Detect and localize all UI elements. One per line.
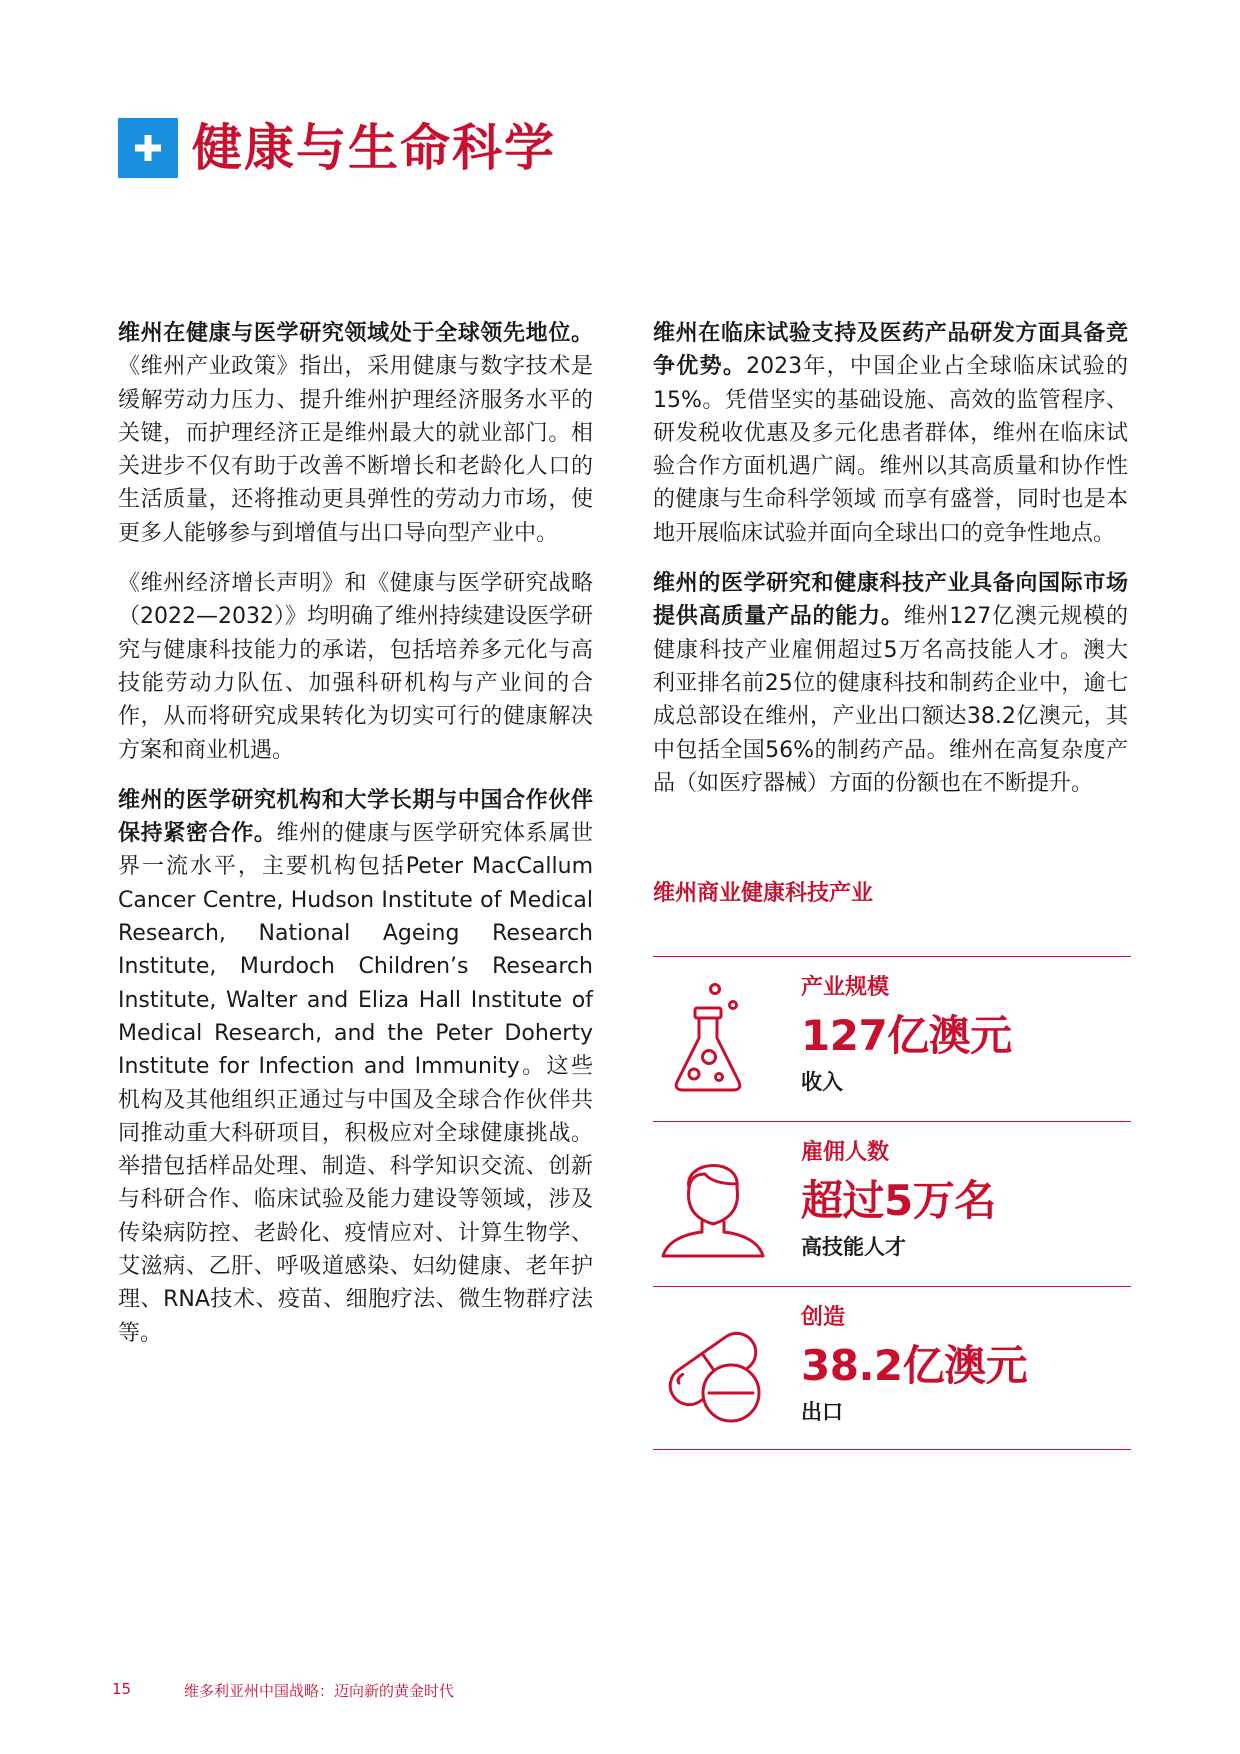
paragraph-lead: 维州在健康与医学研究领域处于全球领先地位。 bbox=[118, 321, 593, 346]
stat-label: 雇佣人数 bbox=[801, 1140, 890, 1165]
paragraph-lead: 维州在临床试验支持及医药产品研发方面具备竞争优势。 bbox=[653, 321, 1128, 380]
stats-panel bbox=[653, 956, 1131, 1450]
right-column bbox=[653, 317, 1128, 817]
stat-text bbox=[801, 973, 1012, 1097]
stats-heading: 维州商业健康科技产业 bbox=[653, 881, 874, 906]
stat-revenue bbox=[653, 956, 1131, 1121]
stat-text bbox=[801, 1138, 996, 1262]
page-title: 健康与生命科学 bbox=[192, 119, 556, 177]
stat-value: 127亿澳元 bbox=[801, 1011, 1012, 1060]
paragraph-body: 2023年，中国企业占全球临床试验的15%。凭借坚实的基础设施、高效的监管程序、研发税收优惠及多元化患者群体，维州在临床试验合作方面机遇广阔。维州以其高质量和协作性的健康与生命科学领域 而享有盛誉，同时也是本地开展临床试验并面向全球出口的竞争性地点。 bbox=[653, 354, 1128, 546]
plus-icon bbox=[118, 118, 178, 178]
paragraph-body: 《维州产业政策》指出，采用健康与数字技术是缓解劳动力压力、提升维州护理经济服务水平的关键，而护理经济正是维州最大的就业部门。相关进步不仅有助于改善不断增长和老龄化人口的生活质量，还将推动更具弹性的劳动力市场，使更多人能够参与到增值与出口导向型产业中。 bbox=[118, 354, 593, 546]
left-column bbox=[118, 317, 593, 1367]
paragraph-body: 《维州经济增长声明》和《健康与医学研究战略（2022—2032）》均明确了维州持续建设医学研究与健康科技能力的承诺，包括培养多元化与高技能劳动力队伍、加强科研机构与产业间的合作，从而将研究成果转化为切实可行的健康解决方案和商业机遇。 bbox=[118, 571, 593, 763]
paragraph bbox=[653, 567, 1128, 800]
stat-sub: 出口 bbox=[801, 1400, 843, 1424]
paragraph-lead: 维州的医学研究机构和大学长期与中国合作伙伴保持紧密合作。 bbox=[118, 787, 593, 847]
page-header bbox=[118, 118, 556, 178]
stat-label: 创造 bbox=[801, 1305, 846, 1330]
paragraph-body: 维州127亿澳元规模的健康科技产业雇佣超过5万名高技能人才。澳大利亚排名前25位的健康科技和制药企业中，逾七成总部设在维州，产业出口额达38.2亿澳元，其中包括全国56%的制药产品。维州在高复杂度产品（如医疗器械）方面的份额也在不断提升。 bbox=[653, 604, 1128, 796]
paragraph-lead: 维州的医学研究和健康科技产业具备向国际市场提供高质量产品的能力。 bbox=[653, 571, 1128, 630]
stat-value: 超过5万名 bbox=[801, 1176, 996, 1225]
page-footer bbox=[112, 1680, 455, 1700]
stat-employment bbox=[653, 1121, 1131, 1286]
paragraph bbox=[118, 567, 593, 767]
stat-sub: 高技能人才 bbox=[801, 1235, 906, 1259]
stat-text bbox=[801, 1303, 1027, 1427]
paragraph bbox=[653, 317, 1128, 550]
pill-icon bbox=[653, 1309, 773, 1429]
paragraph bbox=[118, 784, 593, 1350]
footer-title: 维多利亚州中国战略：迈向新的黄金时代 bbox=[184, 1682, 455, 1700]
person-icon bbox=[653, 1144, 773, 1264]
stat-label: 产业规模 bbox=[801, 975, 890, 1000]
page-number: 15 bbox=[112, 1680, 132, 1698]
stat-value: 38.2亿澳元 bbox=[801, 1341, 1028, 1390]
paragraph-body: 维州的健康与医学研究体系属世界一流水平，主要机构包括Peter MacCallum Cancer Centre, Hudson Institute of Medical Research, National Ageing Research Institute, Murdoch Children’s Research Institute, Walter and Eliza Hall Institute of Medical Research, and the Peter Doherty Institute for Infection and Immunity。这些机构及其他组织正通过与中国及全球合作伙伴共同推动重大科研项目，积极应对全球健康挑战。举措包括样品处理、制造、科学知识交流、创新与科研合作、临床试验及能力建设等领域，涉及传染病防控、老龄化、疫情应对、计算生物学、艾滋病、乙肝、呼吸道感染、妇幼健康、老年护理、RNA技术、疫苗、细胞疗法、微生物群疗法等。 bbox=[118, 821, 593, 1346]
stat-exports bbox=[653, 1286, 1131, 1450]
stat-sub: 收入 bbox=[801, 1070, 843, 1094]
flask-icon bbox=[653, 979, 773, 1099]
paragraph bbox=[118, 317, 593, 550]
